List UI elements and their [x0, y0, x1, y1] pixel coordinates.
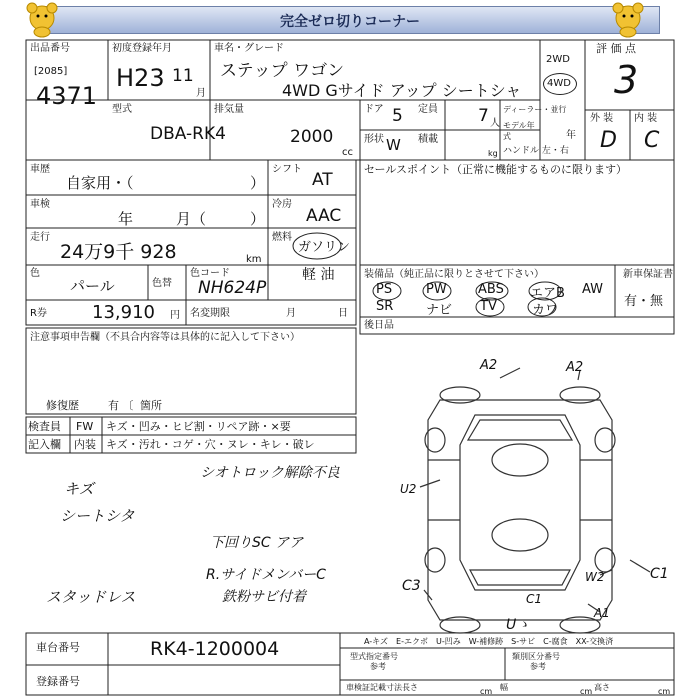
- load-label: 積載: [418, 134, 438, 145]
- defect-row1: キズ・凹み・ヒビ割・リペア跡・×要: [106, 420, 291, 433]
- mileage-value: 24万9千 928: [60, 241, 177, 263]
- displacement-value: 2000: [290, 127, 334, 147]
- car-grade: 4WD Gサイド アップ シートシャ: [282, 81, 522, 100]
- note-side-member: R.サイドメンバーC: [206, 567, 326, 583]
- drive-4wd: 4WD: [547, 78, 571, 89]
- equipment-ps: PS: [376, 282, 393, 297]
- yen-unit: 円: [170, 310, 180, 321]
- inspector-label: 検査員: [28, 420, 61, 433]
- dealer-label: ディーラー・並行: [503, 105, 567, 114]
- mark-c3: C3: [402, 578, 421, 594]
- name-change-day: 日: [338, 308, 348, 319]
- kg-unit: kg: [488, 149, 498, 158]
- ac-label: 冷房: [272, 199, 292, 210]
- note-seat-under: シートシタ: [60, 507, 135, 525]
- category-number-label: 類別区分番号: [512, 652, 560, 661]
- remarks-label: 注意事項申告欄（不具合内容等は具体的に記入して下さい）: [30, 332, 300, 343]
- doors-value: 5: [392, 106, 403, 126]
- equipment-abs: ABS: [478, 282, 504, 297]
- cc-unit: cc: [342, 147, 353, 158]
- interior-label: 内 装: [634, 113, 658, 124]
- exterior-grade: D: [600, 128, 617, 153]
- lot-prefix: [2085]: [34, 66, 68, 77]
- damage-legend: A-キズ E-エクボ U-凹み W-補修跡 S-サビ C-腐食 XX-交換済: [364, 637, 614, 646]
- mark-a2-right: A2: [566, 360, 584, 375]
- defect-row2: キズ・汚れ・コゲ・穴・ヌレ・キレ・破レ: [106, 438, 315, 451]
- warranty-label: 新車保証書: [623, 269, 673, 280]
- capacity-label: 定員: [418, 104, 438, 115]
- first-reg-label: 初度登録年月: [112, 43, 172, 54]
- shift-label: シフト: [272, 164, 302, 175]
- sales-point-label: セールスポイント（正常に機能するものに限ります）: [364, 163, 628, 176]
- score-value: 3: [614, 58, 639, 102]
- height-cm: cm: [658, 687, 671, 696]
- chassis-number: RK4-1200004: [150, 638, 280, 660]
- name-change-label: 名変期限: [190, 308, 230, 319]
- model-label: 型式: [112, 104, 132, 115]
- inspection-year: 年: [118, 210, 134, 228]
- fw-label: FW: [76, 420, 94, 433]
- note-shift-lock: シオトロック解除不良: [200, 465, 340, 481]
- recycle-label: R券: [30, 308, 47, 319]
- color-value: パール: [70, 277, 115, 295]
- capacity-unit: 人: [490, 118, 500, 129]
- history-label: 車歴: [30, 164, 50, 175]
- width-label: 幅: [500, 683, 508, 692]
- lot-label: 出品番号: [30, 43, 70, 54]
- equipment-airbag: エアB: [530, 286, 565, 301]
- score-label: 評 価 点: [596, 42, 636, 55]
- length-label: 長さ: [402, 683, 418, 692]
- type-designation-ref: 参考: [370, 662, 386, 671]
- warranty-value: 有・無: [624, 294, 664, 309]
- first-reg-month: 11: [172, 66, 194, 86]
- mark-a2-left: A2: [480, 358, 498, 373]
- drive-2wd: 2WD: [546, 54, 570, 65]
- first-reg-year: H23: [116, 64, 165, 92]
- mark-u2: U2: [400, 482, 417, 496]
- inspect-record-label: 車検証記載寸法: [346, 683, 402, 692]
- mark-c1: C1: [650, 566, 669, 582]
- mark-w2: W2: [585, 570, 605, 584]
- height-label: 高さ: [594, 683, 610, 692]
- year-unit: 年: [566, 130, 576, 141]
- displacement-label: 排気量: [214, 104, 244, 115]
- car-name-label: 車名・グレード: [214, 43, 284, 54]
- note-studless: スタッドレス: [46, 588, 136, 606]
- capacity-value: 7: [478, 106, 489, 126]
- type-designation-label: 型式指定番号: [350, 652, 398, 661]
- mark-c1-bottom: C1: [526, 592, 543, 606]
- color-code: NH624P: [198, 278, 267, 298]
- handle-label: ハンドル 左・右: [503, 146, 569, 156]
- repair-value: 有 〔: [108, 399, 134, 412]
- mark-u-bottom: Uゝ: [506, 617, 531, 633]
- inspection-close: ）: [250, 210, 266, 228]
- model-value: DBA-RK4: [150, 124, 226, 144]
- chassis-label: 車台番号: [36, 641, 80, 654]
- mileage-label: 走行: [30, 232, 50, 243]
- exterior-label: 外 装: [590, 113, 614, 124]
- banner-title: 完全ゼロ切りコーナー: [280, 14, 420, 30]
- equipment-label: 装備品（純正品に限りとさせて下さい）: [364, 269, 544, 280]
- model-year-label: モデル年式: [503, 121, 535, 141]
- ac-value: AAC: [306, 206, 342, 226]
- history-value: 自家用・（: [66, 174, 134, 192]
- width-cm: cm: [580, 687, 593, 696]
- equipment-aw: AW: [582, 282, 604, 297]
- note-underbody: 下回りSC アア: [210, 535, 304, 551]
- interior-small: 内装: [74, 438, 96, 451]
- equipment-navi: ナビ: [426, 303, 453, 318]
- entry-label: 記入欄: [28, 438, 61, 451]
- recycle-value: 13,910: [92, 302, 155, 323]
- repair-suffix: 箇所: [140, 399, 162, 412]
- note-iron-rust: 鉄粉サビ付着: [222, 589, 306, 605]
- equipment-leather: カワ: [532, 303, 559, 318]
- shape-value: W: [386, 136, 401, 154]
- doors-label: ドア: [364, 104, 384, 115]
- length-cm: cm: [480, 687, 493, 696]
- mark-a1: A1: [594, 606, 610, 620]
- name-change-month: 月: [286, 308, 296, 319]
- car-name: ステップ ワゴン: [220, 61, 345, 81]
- lot-number: 4371: [36, 82, 98, 110]
- inspection-month: 月（: [176, 210, 207, 228]
- shift-value: AT: [312, 170, 333, 190]
- fuel-label: 燃料: [272, 232, 292, 243]
- fuel-gas: ガソリン: [298, 240, 351, 255]
- color-change-label: 色替: [152, 278, 172, 289]
- fuel-diesel: 軽 油: [302, 267, 335, 283]
- month-unit: 月: [196, 88, 206, 99]
- equipment-pw: PW: [426, 282, 447, 297]
- equipment-tv: TV: [480, 299, 497, 314]
- history-close: ）: [250, 174, 266, 192]
- equipment-sr: SR: [376, 299, 394, 314]
- reg-label: 登録番号: [36, 675, 80, 688]
- category-number-ref: 参考: [530, 662, 546, 671]
- km-unit: km: [246, 254, 262, 265]
- shape-label: 形状: [364, 134, 384, 145]
- later-label: 後日品: [364, 320, 394, 331]
- inspection-label: 車検: [30, 199, 50, 210]
- repair-label: 修復歴: [46, 399, 79, 412]
- color-code-label: 色コード: [190, 268, 230, 279]
- note-scratch: キズ: [64, 480, 94, 498]
- interior-grade: C: [644, 128, 660, 153]
- color-label: 色: [30, 268, 40, 279]
